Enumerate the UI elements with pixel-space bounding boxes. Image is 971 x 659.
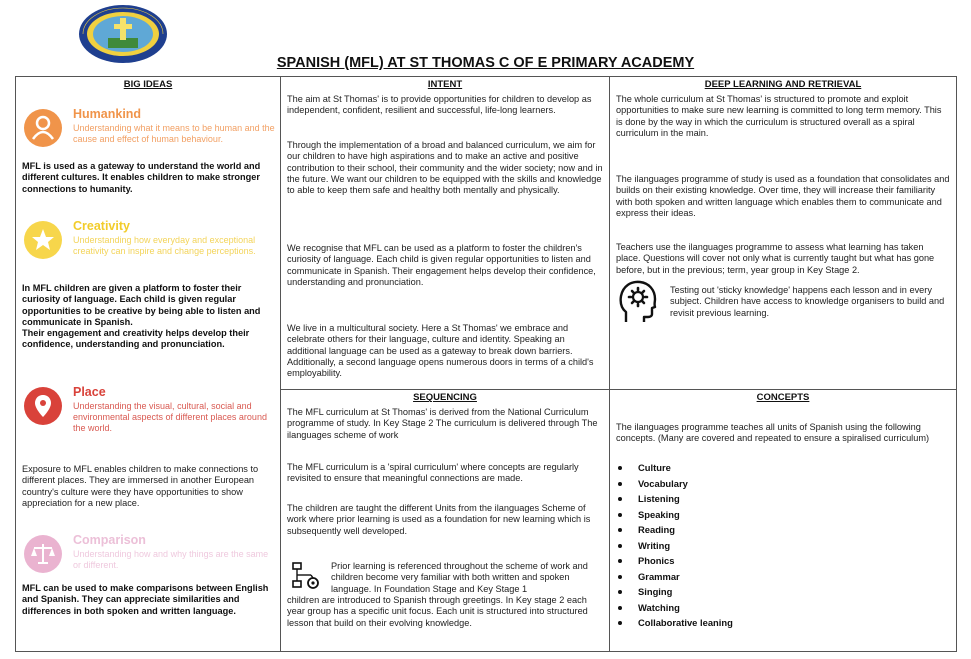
curriculum-grid xyxy=(15,76,957,652)
idea-place xyxy=(22,383,277,435)
list-item: Singing xyxy=(616,584,733,600)
idea-name: Place xyxy=(73,385,106,399)
list-item: Writing xyxy=(616,538,733,554)
place-paragraph: Exposure to MFL enables children to make connections to different places. They are immersed in another European country's culture were they have opportunities to show appreciation for a new place. xyxy=(22,464,259,508)
star-icon xyxy=(24,221,62,259)
concepts-panel xyxy=(610,390,956,651)
humankind-paragraph: MFL is used as a gateway to understand the world and different cultures. It enables children to make stronger connections to humanity. xyxy=(22,161,261,194)
idea-creativity xyxy=(22,217,277,269)
intent-paragraph: The aim at St Thomas' is to provide opportunities for children to develop as independent, confident, resilient and successful, life-long learners. xyxy=(287,94,592,116)
idea-humankind xyxy=(22,105,277,157)
idea-desc: Understanding how everyday and exceptional creativity can inspire and change perceptions. xyxy=(73,235,256,256)
concepts-list xyxy=(616,460,733,631)
idea-comparison xyxy=(22,531,277,583)
sequencing-panel xyxy=(281,390,610,651)
intent-paragraph: Through the implementation of a broad and balanced curriculum, we aim for our children to have high aspirations and to make an active and positive contribution to their school, their community and the wider society; now and in the future. We want our children to be equipped with the skills and knowledge to able to keep them safe and healthy both mentally and physically. xyxy=(287,140,603,196)
list-item: Vocabulary xyxy=(616,476,733,492)
location-pin-icon xyxy=(24,387,62,425)
big-ideas-panel xyxy=(16,77,281,651)
deep-learning-paragraph: The whole curriculum at St Thomas' is structured to promote and exploit opportunities to make sure new learning is committed to long term memory. This is done by the way in which the curriculum is structured overall as a spiral curriculum in the main. xyxy=(616,94,942,138)
concepts-header: CONCEPTS xyxy=(756,392,810,403)
sequencing-paragraph: The children are taught the different Units from the ilanguages Scheme of work where prior learning is used as a foundation for new learning which is subsequently well developed. xyxy=(287,503,591,536)
sequencing-header: SEQUENCING xyxy=(413,392,477,403)
list-item: Listening xyxy=(616,491,733,507)
sequencing-paragraph: The MFL curriculum at St Thomas' is derived from the National Curriculum programme of study. In Key Stage 2 The curriculum is delivered through The ilanguages scheme of work xyxy=(287,407,598,440)
list-item: Reading xyxy=(616,522,733,538)
head-gear-icon xyxy=(618,278,658,326)
flowchart-icon xyxy=(291,561,321,591)
list-item: Phonics xyxy=(616,553,733,569)
idea-name: Creativity xyxy=(73,219,130,233)
list-item: Watching xyxy=(616,600,733,616)
scales-icon xyxy=(24,535,62,573)
list-item: Collaborative leaning xyxy=(616,615,733,631)
idea-desc: Understanding the visual, cultural, social and environmental aspects of different places around the world. xyxy=(73,401,267,433)
list-item: Speaking xyxy=(616,507,733,523)
sequencing-paragraph: The MFL curriculum is a 'spiral curriculum' where concepts are regularly revisited to ensure that meaningful connections are made. xyxy=(287,462,579,484)
intent-panel xyxy=(281,77,610,390)
idea-desc: Understanding what it means to be human and the cause and effect of human behaviour. xyxy=(73,123,275,144)
comparison-paragraph: MFL can be used to make comparisons between English and Spanish. They can appreciate similarities and differences in both spoken and written language. xyxy=(22,583,269,616)
person-icon xyxy=(24,109,62,147)
idea-name: Humankind xyxy=(73,107,142,121)
list-item: Culture xyxy=(616,460,733,476)
deep-learning-paragraph: Teachers use the ilanguages programme to assess what learning has taken place. Questions will cover not only what is currently taught but what has gone before, but in the previous; term, year group in Key Stage 2. xyxy=(616,242,935,275)
sequencing-tail-paragraph: children are introduced to Spanish through greetings. In Key stage 2 each year group has a specific unit focus. Each unit is structured into structured lesson that build on their evolving knowledge. xyxy=(287,595,588,628)
deep-learning-panel xyxy=(610,77,956,390)
intent-header: INTENT xyxy=(427,79,463,90)
big-ideas-header: BIG IDEAS xyxy=(123,79,173,90)
intent-paragraph: We live in a multicultural society. Here a St Thomas' we embrace and celebrate others for their language, culture and identity. Speaking an additional language can be used as a gateway to break down barriers. Additionally, a second language opens numerous doors in terms of a child's employability. xyxy=(287,323,594,379)
idea-name: Comparison xyxy=(73,533,146,547)
deep-learning-header: DEEP LEARNING AND RETRIEVAL xyxy=(704,79,862,90)
sequencing-icon-paragraph: Prior learning is referenced throughout the scheme of work and children become very familiar with both written and spoken language. In Foundation Stage and Key Stage 1 xyxy=(331,561,588,594)
concepts-intro: The ilanguages programme teaches all units of Spanish using the following concepts. (Many are covered and repeated to ensure a spiralised curriculum) xyxy=(616,422,930,444)
deep-learning-paragraph: The ilanguages programme of study is used as a foundation that consolidates and builds on their existing knowledge. Over time, they will increase their familiarity with both spoken and written language which enables them to communicate and express their ideas. xyxy=(616,174,950,218)
idea-desc: Understanding how and why things are the same or different. xyxy=(73,549,269,570)
intent-paragraph: We recognise that MFL can be used as a platform to foster the children's curiosity of language. Each child is given regular opportunities to listen and communicate in Spanish. Their engagement helps develop their confidence, understanding and pronunciation. xyxy=(287,243,596,287)
page-title: SPANISH (MFL) AT ST THOMAS C OF E PRIMARY ACADEMY xyxy=(276,55,695,71)
list-item: Grammar xyxy=(616,569,733,585)
creativity-paragraph: In MFL children are given a platform to foster their curiosity of language. Each child is given regular opportunities to be creative by being able to listen and communicate in Spanish. Their engagement and creativity helps develop their confidence, understanding and pronunciation. xyxy=(22,283,261,350)
deep-learning-icon-paragraph: Testing out 'sticky knowledge' happens each lesson and in every subject. Children have access to knowledge organisers to build and revisit previous learning. xyxy=(670,285,945,318)
